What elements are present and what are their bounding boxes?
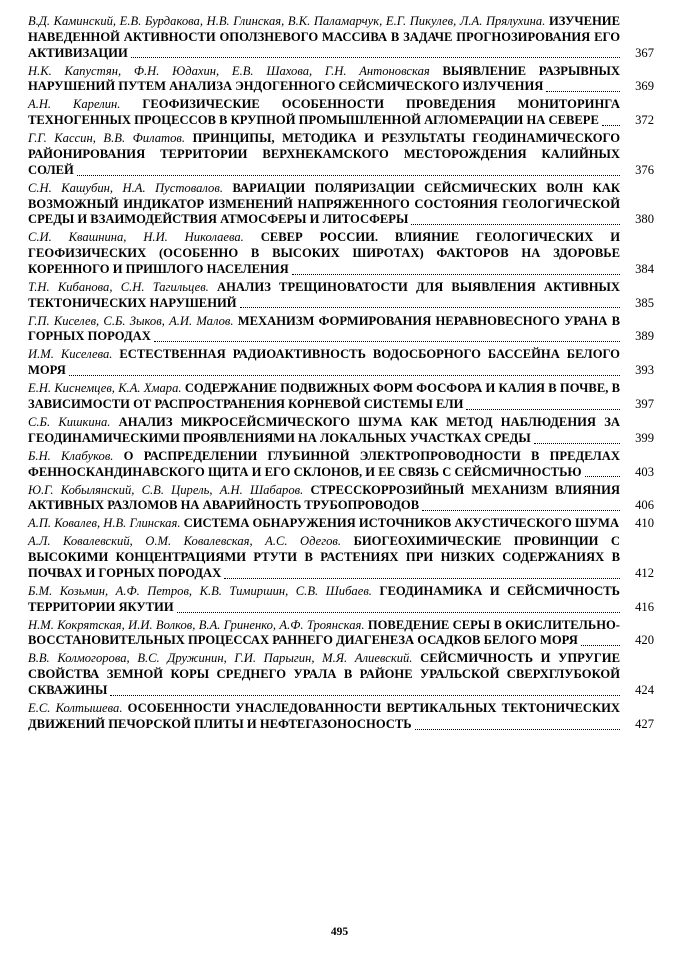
toc-entry-leader-dots <box>415 728 620 730</box>
toc-entry-title: ОСОБЕННОСТИ УНАСЛЕДОВАННОСТИ ВЕРТИКАЛЬНЫХ ТЕКТОНИЧЕСКИХ ДВИЖЕНИЙ ПЕЧОРСКОЙ ПЛИТЫ И НЕФТЕГАЗОНОСНОСТЬ <box>28 701 620 731</box>
toc-entry-text <box>28 651 654 698</box>
toc-entry <box>28 131 654 178</box>
toc-entry <box>28 618 654 650</box>
toc-entry-text <box>28 516 654 532</box>
toc-entry-title: ЕСТЕСТВЕННАЯ РАДИОАКТИВНОСТЬ ВОДОСБОРНОГО БАССЕЙНА БЕЛОГО МОРЯ <box>28 347 620 378</box>
toc-entry-leader-dots <box>69 374 620 376</box>
toc-entry-authors: В.В. Колмогорова, В.С. Дружинин, Г.И. Парыгин, М.Я. Алиевский. <box>28 651 413 666</box>
toc-entry <box>28 483 654 515</box>
toc-entry-leader-dots <box>77 174 620 176</box>
toc-entry-authors: Г.П. Киселев, С.Б. Зыков, А.И. Малов. <box>28 313 234 328</box>
toc-entry-page: 367 <box>635 45 654 60</box>
toc-entry-authors: Е.С. Колтышева. <box>28 701 123 716</box>
toc-entry-authors: Т.Н. Кибанова, С.Н. Тагильцев. <box>28 279 209 294</box>
toc-entry-authors: В.Д. Каминский, Е.В. Бурдакова, Н.В. Глинская, В.К. Паламарчук, Е.Г. Пикулев, Л.А. Прялухина. <box>28 14 546 28</box>
toc-entry-authors: Н.К. Капустян, Ф.Н. Юдахин, Е.В. Шахова, Г.Н. Антоновская <box>28 63 430 78</box>
toc-entry-page: 403 <box>635 464 654 479</box>
toc-entry <box>28 64 654 96</box>
toc-entry <box>28 381 654 413</box>
toc-entry-leader-dots <box>585 475 620 477</box>
toc-entry-leader-dots <box>224 577 620 579</box>
toc-entry-title: ПРИНЦИПЫ, МЕТОДИКА И РЕЗУЛЬТАТЫ ГЕОДИНАМИЧЕСКОГО РАЙОНИРОВАНИЯ ТЕРРИТОРИИ ВЕРХНЕКАМСКОГО МЕСТОРОЖДЕНИЯ КАЛИЙНЫХ СОЛЕЙ <box>28 131 620 177</box>
toc-entry-title: СЕЙСМИЧНОСТЬ И УПРУГИЕ СВОЙСТВА ЗЕМНОЙ КОРЫ СРЕДНЕГО УРАЛА В РАЙОНЕ УРАЛЬСКОЙ СВЕРХГЛУБОКОЙ СКВАЖИНЫ <box>28 651 620 698</box>
toc-entry-page: 397 <box>635 397 654 412</box>
toc-entry-authors: Б.Н. Клабуков. <box>28 448 114 463</box>
toc-entry-title: ВЫЯВЛЕНИЕ РАЗРЫВНЫХ НАРУШЕНИЙ ПУТЕМ АНАЛИЗА ЭНДОГЕННОГО СЕЙСМИЧЕСКОГО ИЗЛУЧЕНИЯ <box>28 63 621 94</box>
toc-entry-title: АНАЛИЗ МИКРОСЕЙСМИЧЕСКОГО ШУМА КАК МЕТОД НАБЛЮДЕНИЯ ЗА ГЕОДИНАМИЧЕСКИМИ ПРОЯВЛЕНИЯМИ НА ЛОКАЛЬНЫХ УЧАСТКАХ СРЕДЫ <box>28 415 620 445</box>
toc-entry-authors: Н.М. Кокрятская, И.И. Волков, В.А. Гриненко, А.Ф. Троянская. <box>28 617 365 632</box>
toc-entry-authors: И.М. Киселева. <box>28 347 113 362</box>
toc-entry-page: 376 <box>635 162 654 177</box>
toc-entry-authors: Г.Г. Кассин, В.В. Филатов. <box>28 131 186 146</box>
toc-entry-page: 416 <box>635 599 654 614</box>
toc-entry-authors: Ю.Г. Кобылянский, С.В. Цирель, А.Н. Шабаров. <box>28 482 304 497</box>
toc-entry <box>28 701 654 733</box>
toc-entry-leader-dots <box>602 124 620 126</box>
toc-entry-leader-dots <box>131 56 620 58</box>
toc-entry-authors: А.Л. Ковалевский, О.М. Ковалевская, А.С. Одегов. <box>28 534 342 549</box>
toc-entry <box>28 314 654 346</box>
toc-entry <box>28 534 654 581</box>
toc-entry-page: 380 <box>635 212 654 227</box>
toc-entry <box>28 415 654 447</box>
toc-entry-leader-dots <box>110 694 620 696</box>
toc-entry-text <box>28 131 654 178</box>
table-of-contents <box>28 14 654 735</box>
toc-entry-leader-dots <box>292 273 620 275</box>
toc-entry-leader-dots <box>546 90 620 92</box>
page-number: 495 <box>330 926 349 938</box>
toc-entry-page: 427 <box>635 716 654 731</box>
toc-entry-authors: Б.М. Козьмин, А.Ф. Петров, К.В. Тимиршин, С.В. Шибаев. <box>28 583 372 598</box>
toc-entry-authors: А.П. Ковалев, Н.В. Глинская. <box>28 516 181 531</box>
toc-entry <box>28 516 654 532</box>
toc-entry <box>28 651 654 698</box>
toc-entry-text <box>28 181 654 228</box>
toc-entry-title: АНАЛИЗ ТРЕЩИНОВАТОСТИ ДЛЯ ВЫЯВЛЕНИЯ АКТИВНЫХ ТЕКТОНИЧЕСКИХ НАРУШЕНИЙ <box>28 279 620 310</box>
toc-entry-leader-dots <box>581 644 620 646</box>
toc-entry-authors: Е.Н. Киснемцев, К.А. Хмара. <box>28 381 182 396</box>
toc-entry-page: 406 <box>635 498 654 513</box>
toc-entry <box>28 181 654 228</box>
toc-entry-page: 389 <box>635 329 654 344</box>
toc-entry-page: 393 <box>635 363 654 378</box>
toc-entry-page: 412 <box>635 565 654 580</box>
toc-entry <box>28 347 654 379</box>
toc-entry-leader-dots <box>466 408 620 410</box>
toc-entry-page: 410 <box>635 516 654 531</box>
toc-entry <box>28 280 654 312</box>
toc-entry-leader-dots <box>154 340 620 342</box>
toc-entry <box>28 584 654 616</box>
toc-entry-leader-dots <box>411 223 620 225</box>
toc-entry-authors: С.И. Квашнина, Н.И. Николаева. <box>28 230 244 245</box>
toc-entry-title: ГЕОФИЗИЧЕСКИЕ ОСОБЕННОСТИ ПРОВЕДЕНИЯ МОНИТОРИНГА ТЕХНОГЕННЫХ ПРОЦЕССОВ В КРУПНОЙ ПРОМЫШЛЕННОЙ АГЛОМЕРАЦИИ НА СЕВЕРЕ <box>28 97 620 128</box>
toc-entry-authors: А.Н. Карелин. <box>28 97 121 112</box>
toc-entry-title: ПОВЕДЕНИЕ СЕРЫ В ОКИСЛИТЕЛЬНО-ВОССТАНОВИТЕЛЬНЫХ ПРОЦЕССАХ РАННЕГО ДИАГЕНЕЗА ОСАДКОВ БЕЛОГО МОРЯ <box>28 617 620 648</box>
toc-entry-leader-dots <box>422 509 620 511</box>
toc-entry-text <box>28 14 654 61</box>
toc-entry <box>28 449 654 481</box>
toc-entry-page: 372 <box>635 113 654 128</box>
toc-entry-title: СЕВЕР РОССИИ. ВЛИЯНИЕ ГЕОЛОГИЧЕСКИХ И ГЕОФИЗИЧЕСКИХ (ОСОБЕННО В ВЫСОКИХ ШИРОТАХ) ФАКТОРОВ НА ЗДОРОВЬЕ КОРЕННОГО И ПРИШЛОГО НАСЕЛЕНИЯ <box>28 230 620 276</box>
toc-entry-leader-dots <box>534 442 620 444</box>
toc-entry-page: 384 <box>635 261 654 276</box>
toc-entry-title: ВАРИАЦИИ ПОЛЯРИЗАЦИИ СЕЙСМИЧЕСКИХ ВОЛН КАК ВОЗМОЖНЫЙ ИНДИКАТОР ИЗМЕНЕНИЙ НАПРЯЖЕННОГО СОСТОЯНИЯ ГЕОЛОГИЧЕСКОЙ СРЕДЫ И ВЗАИМОДЕЙСТВИЯ АТМОСФЕРЫ И ЛИТОСФЕРЫ <box>28 180 620 227</box>
toc-entry-text <box>28 230 654 277</box>
toc-entry-title: ГЕОДИНАМИКА И СЕЙСМИЧНОСТЬ ТЕРРИТОРИИ ЯКУТИИ <box>28 583 620 614</box>
toc-entry-title: О РАСПРЕДЕЛЕНИИ ГЛУБИННОЙ ЭЛЕКТРОПРОВОДНОСТИ В ПРЕДЕЛАХ ФЕННОСКАНДИНАВСКОГО ЩИТА И ЕГО СКЛОНОВ, И ЕЕ СВЯЗЬ С СЕЙСМИЧНОСТЬЮ <box>28 448 620 479</box>
toc-entry <box>28 14 654 61</box>
toc-entry-title: СОДЕРЖАНИЕ ПОДВИЖНЫХ ФОРМ ФОСФОРА И КАЛИЯ В ПОЧВЕ, В ЗАВИСИМОСТИ ОТ РАСПРОСТРАНЕНИЯ КОРНЕВОЙ СИСТЕМЫ ЕЛИ <box>28 381 621 412</box>
toc-entry-title: БИОГЕОХИМИЧЕСКИЕ ПРОВИНЦИИ С ВЫСОКИМИ КОНЦЕНТРАЦИЯМИ РТУТИ В РАСТЕНИЯХ ПРИ НИЗКИХ СОДЕРЖАНИЯХ В ПОЧВАХ И ГОРНЫХ ПОРОДАХ <box>28 534 620 580</box>
toc-entry-page: 420 <box>635 633 654 648</box>
toc-entry-authors: С.Б. Кишкина. <box>28 415 111 429</box>
toc-entry-title: СТРЕССКОРРОЗИЙНЫЙ МЕХАНИЗМ ВЛИЯНИЯ АКТИВНЫХ РАЗЛОМОВ НА АВАРИЙНОСТЬ ТРУБОПРОВОДОВ <box>28 482 620 513</box>
toc-entry-page: 369 <box>635 79 654 94</box>
toc-entry-page: 399 <box>635 430 654 445</box>
toc-entry-text <box>28 449 654 481</box>
toc-entry-title: ИЗУЧЕНИЕ НАВЕДЕННОЙ АКТИВНОСТИ ОПОЛЗНЕВОГО МАССИВА В ЗАДАЧЕ ПРОГНОЗИРОВАНИЯ ЕГО АКТИВИЗАЦИИ <box>28 14 620 60</box>
toc-entry-title: МЕХАНИЗМ ФОРМИРОВАНИЯ НЕРАВНОВЕСНОГО УРАНА В ГОРНЫХ ПОРОДАХ <box>28 313 620 344</box>
toc-entry-authors: С.Н. Кашубин, Н.А. Пустовалов. <box>28 180 223 195</box>
toc-entry-leader-dots <box>240 306 620 308</box>
toc-entry-text <box>28 618 654 650</box>
toc-entry-page: 385 <box>635 295 654 310</box>
toc-entry-leader-dots <box>177 611 620 613</box>
toc-entry-title: СИСТЕМА ОБНАРУЖЕНИЯ ИСТОЧНИКОВ АКУСТИЧЕСКОГО ШУМА <box>183 516 620 531</box>
toc-entry <box>28 230 654 277</box>
toc-entry-page: 424 <box>635 683 654 698</box>
toc-entry-text <box>28 534 654 581</box>
toc-entry <box>28 97 654 129</box>
toc-entry-text <box>28 97 654 129</box>
